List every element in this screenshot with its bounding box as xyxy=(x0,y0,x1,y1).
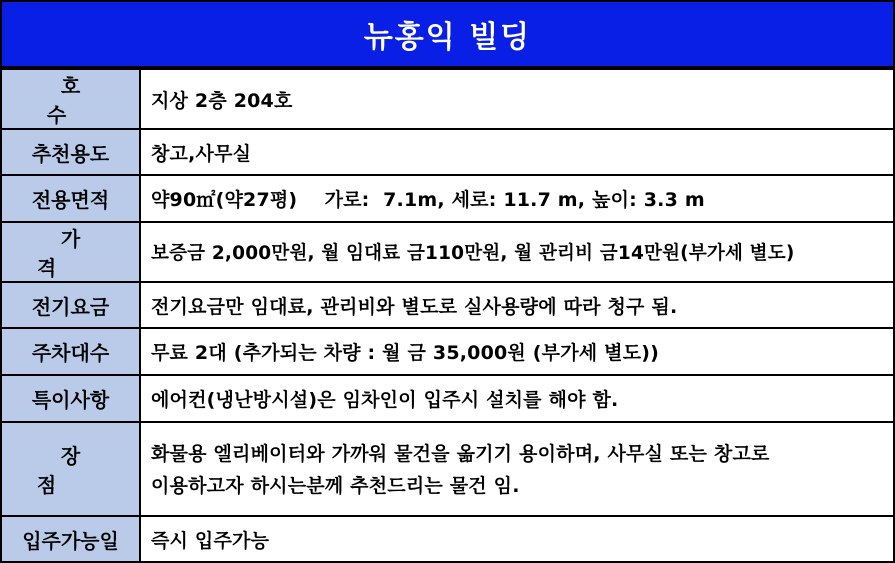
table-row xyxy=(1,422,894,516)
table-row xyxy=(1,129,894,175)
building-title: 뉴홍익 빌딩 xyxy=(0,0,895,68)
label-text: 장 점 xyxy=(36,444,129,497)
table-row xyxy=(1,69,894,129)
row-label-merits xyxy=(1,422,140,516)
row-label-parking: 주차대수 xyxy=(1,328,140,375)
merits-line-1: 화물용 엘리베이터와 가까워 물건을 옮기기 용이하며, 사무실 또는 창고로 xyxy=(151,443,770,465)
row-value-price: 보증금 2,000만원, 월 임대료 금110만원, 월 관리비 금14만원(부가세 별도) xyxy=(140,222,894,282)
row-value-merits xyxy=(140,422,894,516)
table-row xyxy=(1,516,894,562)
table-row xyxy=(1,375,894,422)
table-row xyxy=(1,328,894,375)
table-row xyxy=(1,175,894,222)
listing-table xyxy=(0,68,895,563)
row-value-unit: 지상 2층 204호 xyxy=(140,69,894,129)
merits-line-2: 이용하고자 하시는분께 추천드리는 물건 임. xyxy=(151,475,520,497)
row-value-electric: 전기요금만 임대료, 관리비와 별도로 실사용량에 따라 청구 됨. xyxy=(140,282,894,328)
row-value-parking: 무료 2대 (추가되는 차량 : 월 금 35,000원 (부가세 별도)) xyxy=(140,328,894,375)
row-label-use: 추천용도 xyxy=(1,129,140,175)
row-label-notes: 특이사항 xyxy=(1,375,140,422)
row-label-movein: 입주가능일 xyxy=(1,516,140,562)
row-label-unit xyxy=(1,69,140,129)
row-value-movein: 즉시 입주가능 xyxy=(140,516,894,562)
row-value-notes: 에어컨(냉난방시설)은 임차인이 입주시 설치를 해야 함. xyxy=(140,375,894,422)
row-value-area: 약90㎡(약27평) 가로: 7.1m, 세로: 11.7 m, 높이: 3.3 m xyxy=(140,175,894,222)
row-label-price xyxy=(1,222,140,282)
row-label-electric: 전기요금 xyxy=(1,282,140,328)
row-value-use: 창고,사무실 xyxy=(140,129,894,175)
row-label-area: 전용면적 xyxy=(1,175,140,222)
label-text: 호 수 xyxy=(46,74,109,127)
table-row xyxy=(1,222,894,282)
label-text: 가 격 xyxy=(36,227,129,280)
table-row xyxy=(1,282,894,328)
